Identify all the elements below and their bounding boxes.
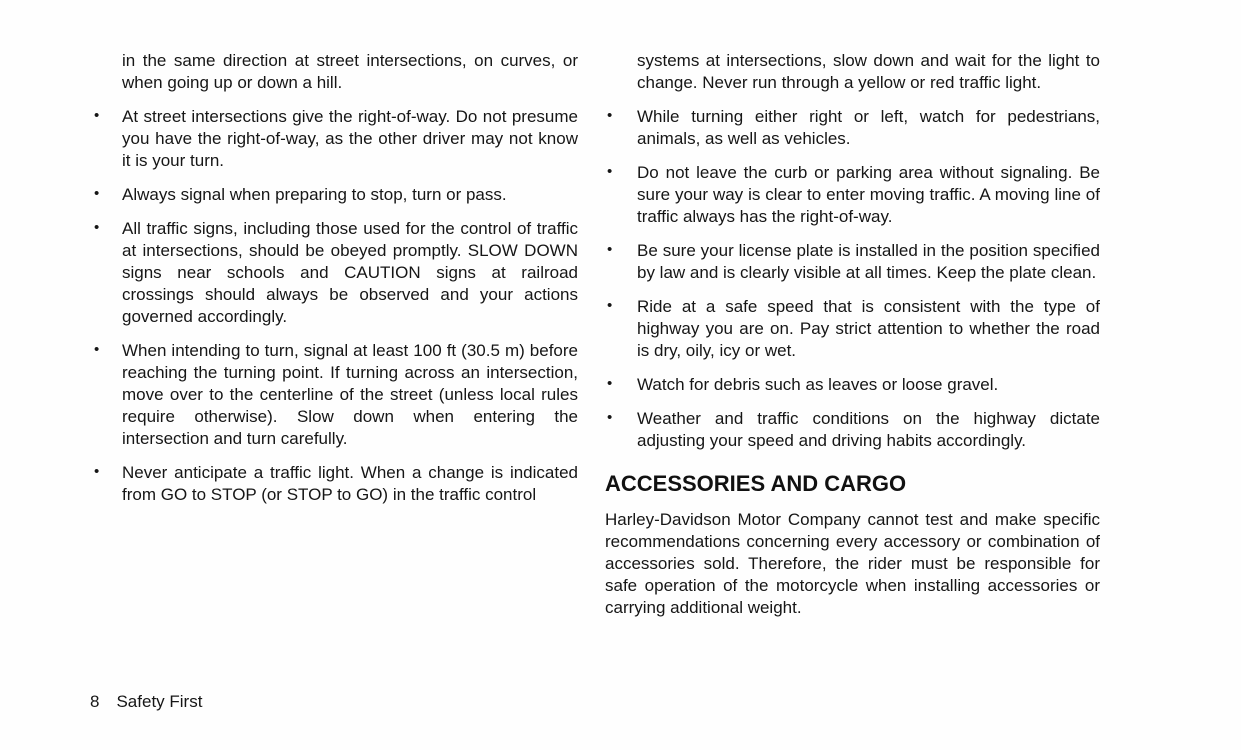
continuation-paragraph: in the same direction at street intersections, on curves, or when going up or down a hill. bbox=[122, 51, 578, 92]
footer-section-label: Safety First bbox=[116, 692, 203, 711]
right-column bbox=[605, 50, 1100, 619]
list-item bbox=[605, 296, 1100, 362]
bullet-marker: • bbox=[607, 163, 613, 180]
list-item bbox=[92, 106, 578, 172]
page-number: 8 bbox=[90, 692, 100, 711]
bullet-marker: • bbox=[94, 107, 100, 124]
list-item bbox=[92, 462, 578, 506]
body-paragraph: Harley-Davidson Motor Company cannot test and make specific recommendations concerning every accessory or combination of accessories sold. Therefore, the rider must be responsible for safe operation of the motorcycle when installing accessories or carrying additional weight. bbox=[605, 510, 1100, 617]
list-item bbox=[92, 184, 578, 206]
list-item-text: Weather and traffic conditions on the highway dictate adjusting your speed and driving habits accordingly. bbox=[637, 409, 1100, 450]
bullet-marker: • bbox=[94, 463, 100, 480]
bullet-marker: • bbox=[94, 185, 100, 202]
list-item-text: Be sure your license plate is installed in the position specified by law and is clearly visible at all times. Keep the plate clean. bbox=[637, 241, 1100, 282]
left-column bbox=[92, 50, 578, 619]
list-item bbox=[92, 340, 578, 450]
list-item-text: Ride at a safe speed that is consistent with the type of highway you are on. Pay strict attention to whether the road is dry, oily, icy or wet. bbox=[637, 297, 1100, 360]
list-item-text: Watch for debris such as leaves or loose gravel. bbox=[637, 375, 999, 394]
bullet-marker: • bbox=[607, 241, 613, 258]
bullet-marker: • bbox=[607, 375, 613, 392]
list-item-text: When intending to turn, signal at least 100 ft (30.5 m) before reaching the turning point. If turning across an intersection, move over to the centerline of the street (unless local rules require otherwise). Slow down when entering the intersection and turn carefully. bbox=[122, 341, 578, 448]
list-item bbox=[605, 408, 1100, 452]
list-item-text: Do not leave the curb or parking area without signaling. Be sure your way is clear to enter moving traffic. A moving line of traffic always has the right-of-way. bbox=[637, 163, 1100, 226]
page-footer bbox=[90, 691, 202, 713]
list-item bbox=[92, 218, 578, 328]
list-item-text: Never anticipate a traffic light. When a change is indicated from GO to STOP (or STOP to GO) in the traffic control bbox=[122, 463, 578, 504]
list-item bbox=[605, 374, 1100, 396]
list-item-text: Always signal when preparing to stop, turn or pass. bbox=[122, 185, 507, 204]
two-column-layout bbox=[92, 50, 1100, 619]
bullet-marker: • bbox=[94, 219, 100, 236]
bullet-marker: • bbox=[607, 107, 613, 124]
bullet-marker: • bbox=[607, 297, 613, 314]
bullet-marker: • bbox=[607, 409, 613, 426]
list-item-text: All traffic signs, including those used for the control of traffic at intersections, should be obeyed promptly. SLOW DOWN signs near schools and CAUTION signs at railroad crossings should always be observed and your actions governed accordingly. bbox=[122, 219, 578, 326]
list-item bbox=[605, 162, 1100, 228]
list-item bbox=[605, 240, 1100, 284]
section-heading: ACCESSORIES AND CARGO bbox=[605, 471, 907, 496]
continuation-paragraph: systems at intersections, slow down and wait for the light to change. Never run through a yellow or red traffic light. bbox=[637, 51, 1100, 92]
list-item-text: While turning either right or left, watch for pedestrians, animals, as well as vehicles. bbox=[637, 107, 1100, 148]
bullet-marker: • bbox=[94, 341, 100, 358]
list-item-text: At street intersections give the right-of-way. Do not presume you have the right-of-way, as the other driver may not know it is your turn. bbox=[122, 107, 578, 170]
list-item bbox=[605, 106, 1100, 150]
